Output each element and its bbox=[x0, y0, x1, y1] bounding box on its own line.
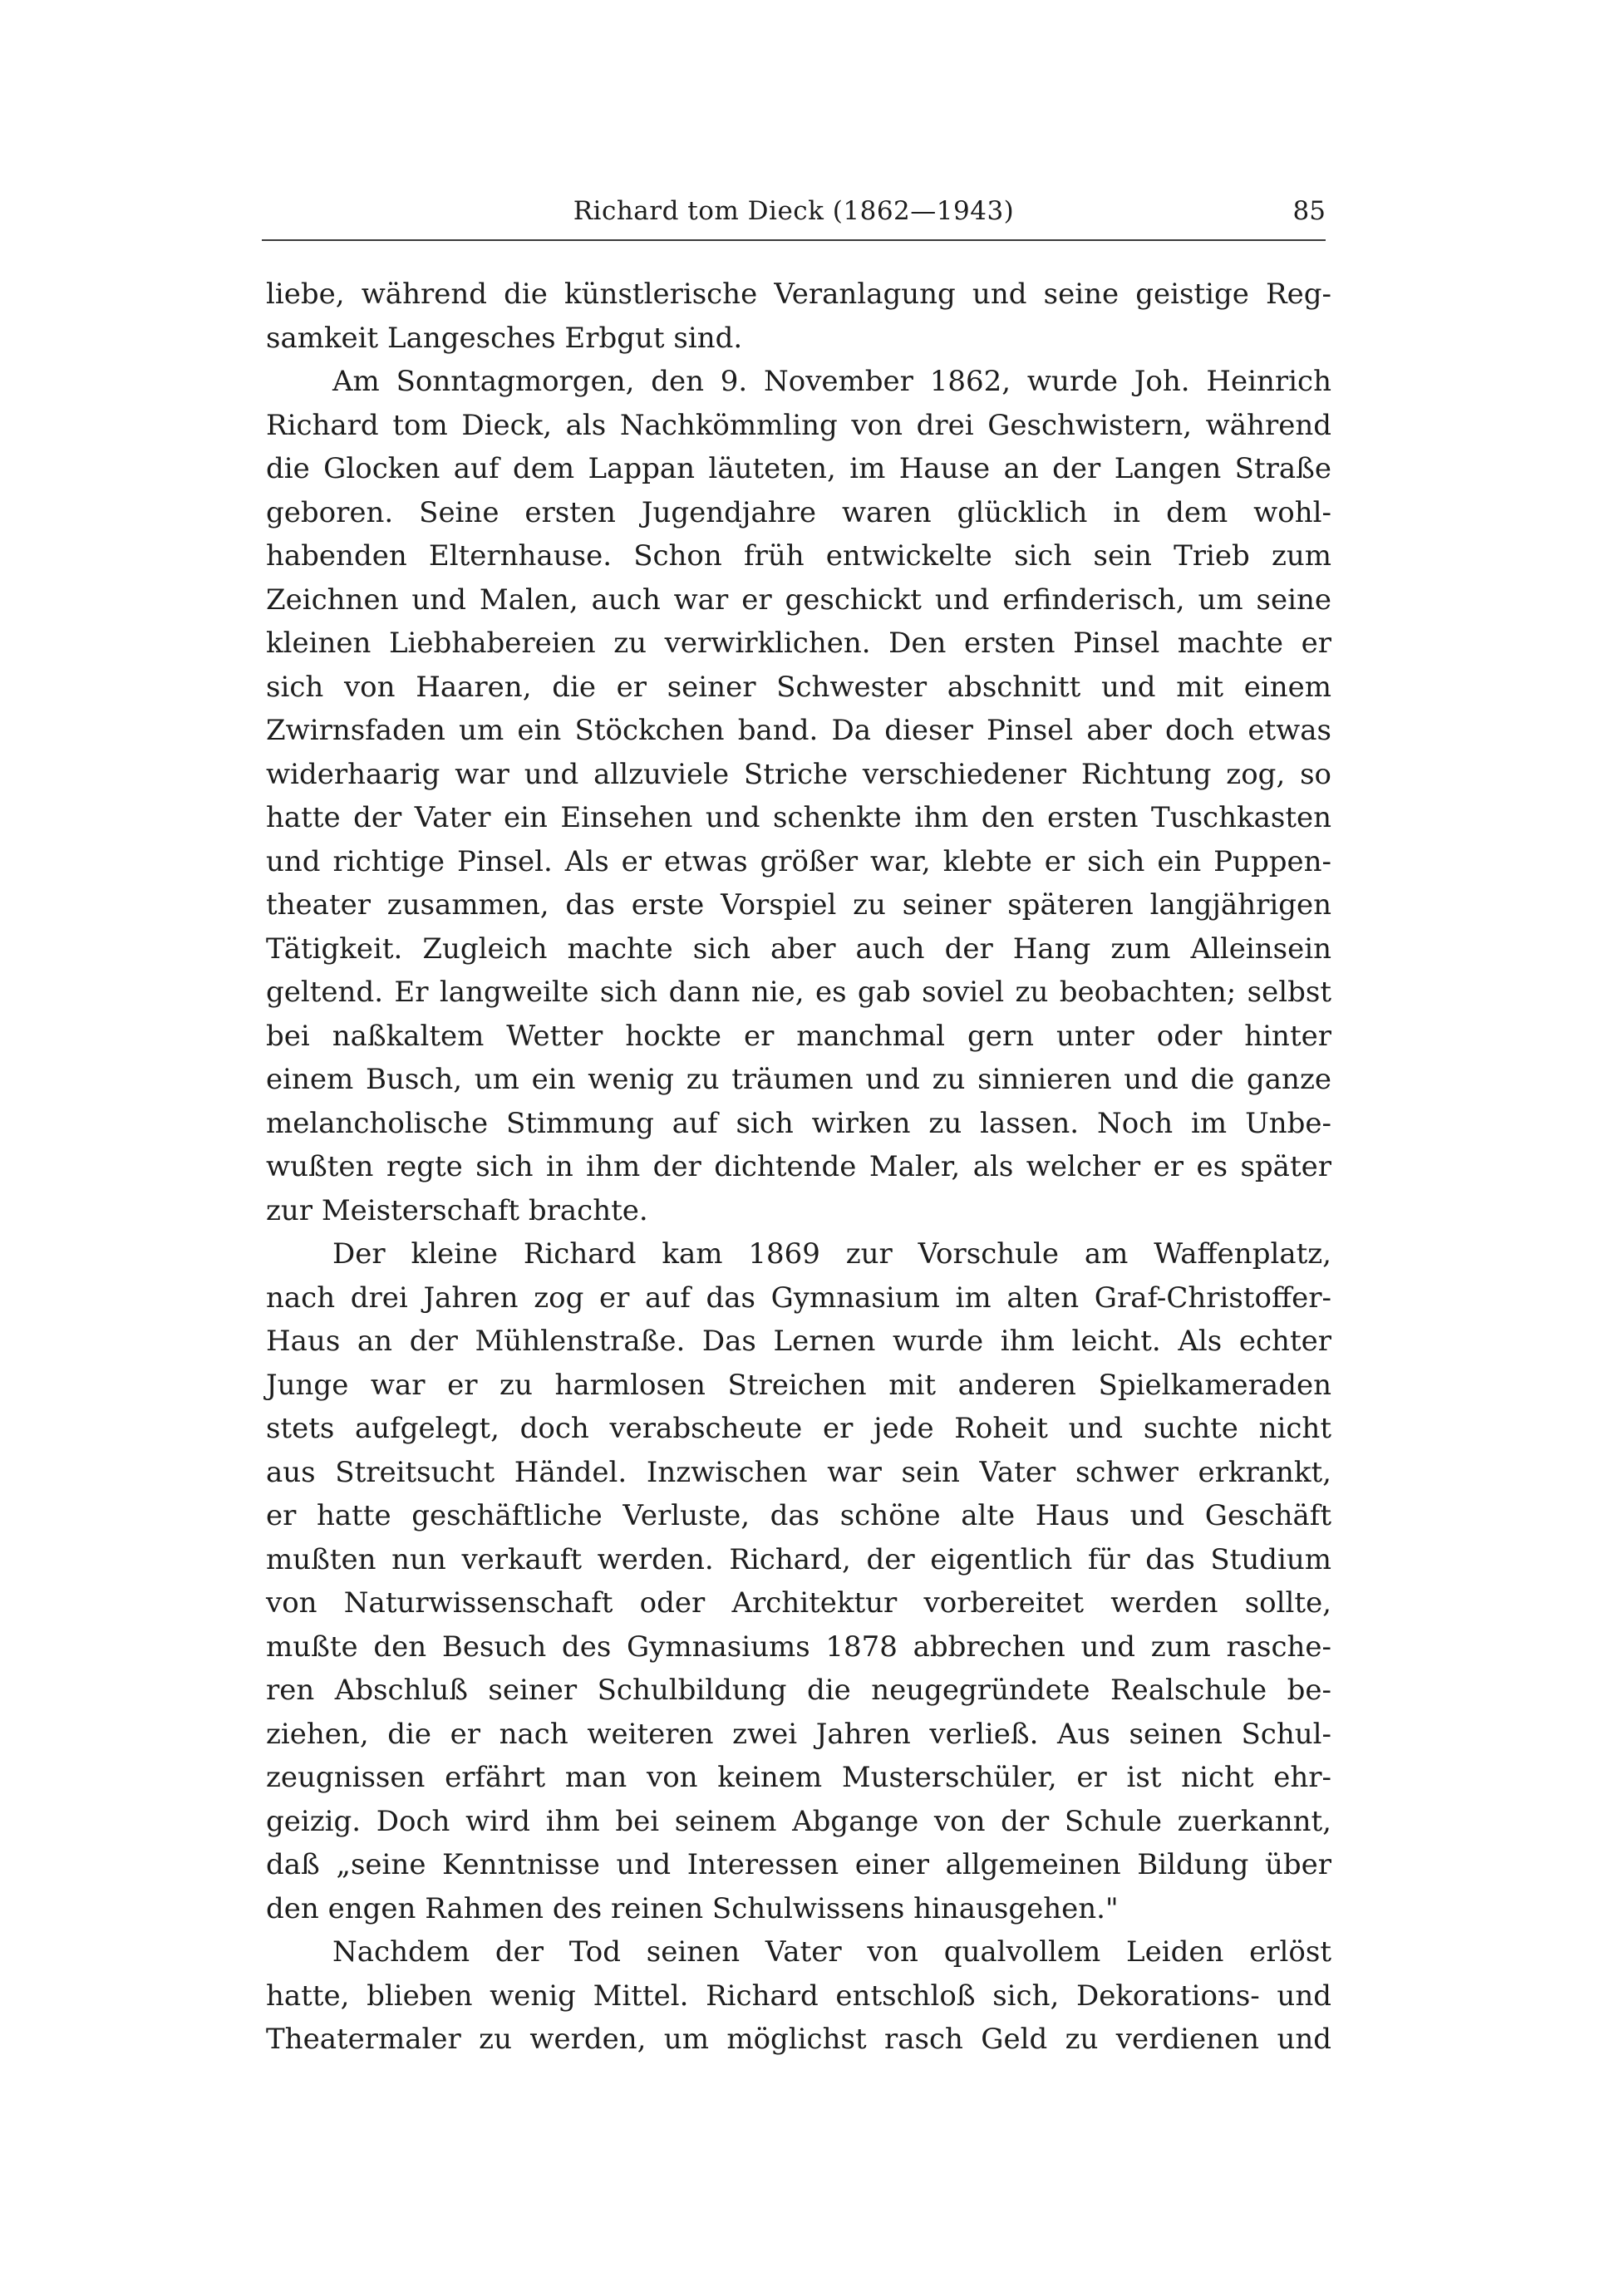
text-line: liebe, während die künstlerische Veranlagung und seine geistige Reg- bbox=[266, 278, 1331, 311]
page-number: 85 bbox=[1292, 196, 1326, 226]
text-line: Am Sonntagmorgen, den 9. November 1862, wurde Joh. Heinrich bbox=[332, 365, 1331, 398]
text-line: mußten nun verkauft werden. Richard, der eigentlich für das Studium bbox=[266, 1542, 1331, 1576]
text-line: zeugnissen erfährt man von keinem Musterschüler, er ist nicht ehr- bbox=[266, 1761, 1331, 1794]
text-line: Zwirnsfaden um ein Stöckchen band. Da dieser Pinsel aber doch etwas bbox=[266, 714, 1331, 747]
body-text bbox=[266, 273, 1331, 2062]
text-line: Haus an der Mühlenstraße. Das Lernen wurde ihm leicht. Als echter bbox=[266, 1325, 1331, 1358]
text-line: widerhaarig war und allzuviele Striche verschiedener Richtung zog, so bbox=[266, 757, 1331, 791]
text-line: stets aufgelegt, doch verabscheute er jede Roheit und suchte nicht bbox=[266, 1412, 1331, 1445]
text-line: theater zusammen, das erste Vorspiel zu seiner späteren langjährigen bbox=[266, 888, 1331, 922]
text-line: samkeit Langesches Erbgut sind. bbox=[266, 321, 743, 355]
text-line: mußte den Besuch des Gymnasiums 1878 abbrechen und zum rasche- bbox=[266, 1630, 1331, 1664]
text-line: kleinen Liebhabereien zu verwirklichen. Den ersten Pinsel machte er bbox=[266, 627, 1331, 660]
header-rule bbox=[262, 239, 1326, 241]
text-line: er hatte geschäftliche Verluste, das schöne alte Haus und Geschäft bbox=[266, 1499, 1331, 1532]
text-line: geltend. Er langweilte sich dann nie, es gab soviel zu beobachten; selbst bbox=[266, 976, 1331, 1009]
text-line: habenden Elternhause. Schon früh entwickelte sich sein Trieb zum bbox=[266, 539, 1331, 573]
text-line: Tätigkeit. Zugleich machte sich aber auch der Hang zum Alleinsein bbox=[266, 932, 1331, 966]
text-line: daß „seine Kenntnisse und Interessen einer allgemeinen Bildung über bbox=[266, 1848, 1331, 1881]
text-line: wußten regte sich in ihm der dichtende Maler, als welcher er es später bbox=[266, 1150, 1331, 1183]
running-head bbox=[262, 189, 1326, 233]
text-line: nach drei Jahren zog er auf das Gymnasium im alten Graf-Christoffer- bbox=[266, 1281, 1331, 1315]
text-line: geboren. Seine ersten Jugendjahre waren glücklich in dem wohl- bbox=[266, 495, 1331, 529]
text-line: die Glocken auf dem Lappan läuteten, im Hause an der Langen Straße bbox=[266, 452, 1331, 485]
text-line: den engen Rahmen des reinen Schulwissens hinausgehen." bbox=[266, 1891, 1119, 1925]
text-line: einem Busch, um ein wenig zu träumen und zu sinnieren und die ganze bbox=[266, 1063, 1331, 1096]
text-line: hatte, blieben wenig Mittel. Richard entschloß sich, Dekorations- und bbox=[266, 1979, 1331, 2013]
text-line: Junge war er zu harmlosen Streichen mit anderen Spielkameraden bbox=[266, 1368, 1331, 1402]
text-line: von Naturwissenschaft oder Architektur vorbereitet werden sollte, bbox=[266, 1586, 1331, 1620]
text-line: Zeichnen und Malen, auch war er geschickt und erfinderisch, um seine bbox=[266, 583, 1331, 617]
text-line: bei naßkaltem Wetter hockte er manchmal gern unter oder hinter bbox=[266, 1019, 1331, 1053]
text-line: sich von Haaren, die er seiner Schwester abschnitt und mit einem bbox=[266, 670, 1331, 704]
running-title: Richard tom Dieck (1862—1943) bbox=[573, 196, 1015, 226]
text-line: aus Streitsucht Händel. Inzwischen war sein Vater schwer erkrankt, bbox=[266, 1455, 1331, 1489]
text-line: Richard tom Dieck, als Nachkömmling von drei Geschwistern, während bbox=[266, 408, 1331, 442]
text-line: melancholische Stimmung auf sich wirken zu lassen. Noch im Unbe- bbox=[266, 1106, 1331, 1140]
text-line: ren Abschluß seiner Schulbildung die neugegründete Realschule be- bbox=[266, 1674, 1331, 1707]
text-line: und richtige Pinsel. Als er etwas größer war, klebte er sich ein Puppen- bbox=[266, 844, 1331, 878]
text-line: Der kleine Richard kam 1869 zur Vorschule am Waffenplatz, bbox=[332, 1237, 1331, 1271]
text-line: Theatermaler zu werden, um möglichst rasch Geld zu verdienen und bbox=[266, 2023, 1331, 2056]
text-line: geizig. Doch wird ihm bei seinem Abgange von der Schule zuerkannt, bbox=[266, 1804, 1331, 1838]
text-line: ziehen, die er nach weiteren zwei Jahren verließ. Aus seinen Schul- bbox=[266, 1717, 1331, 1751]
text-line: zur Meisterschaft brachte. bbox=[266, 1193, 648, 1227]
text-line: Nachdem der Tod seinen Vater von qualvollem Leiden erlöst bbox=[332, 1935, 1331, 1969]
text-line: hatte der Vater ein Einsehen und schenkte ihm den ersten Tuschkasten bbox=[266, 801, 1331, 834]
